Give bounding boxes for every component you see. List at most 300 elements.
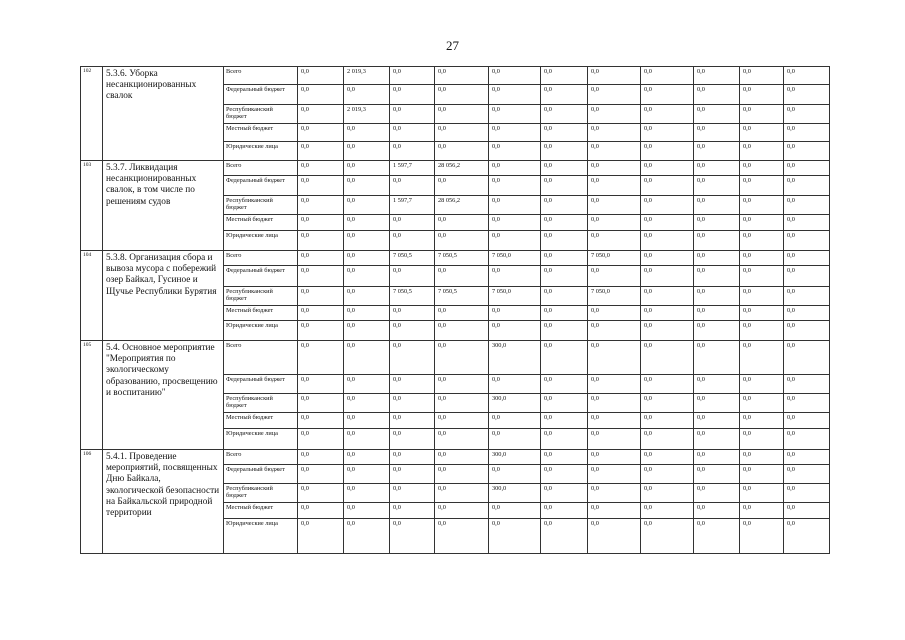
funding-source: Федеральный бюджет: [224, 465, 298, 484]
value-cell: 0,0: [588, 375, 641, 394]
value-cell: 0,0: [435, 266, 489, 287]
value-cell: 0,0: [641, 450, 694, 465]
value-cell: 0,0: [390, 503, 435, 519]
value-cell: 0,0: [298, 124, 344, 142]
value-cell: 0,0: [541, 394, 588, 413]
value-cell: 0,0: [784, 375, 830, 394]
value-cell: 7 050,5: [435, 287, 489, 306]
value-cell: 0,0: [641, 176, 694, 196]
value-cell: 0,0: [344, 484, 390, 503]
value-cell: 0,0: [541, 251, 588, 266]
activity-name: 5.3.8. Организация сбора и вывоза мусора с побережий озер Байкал, Гусиное и Щучье Республики Бурятия: [103, 251, 224, 341]
value-cell: 0,0: [541, 484, 588, 503]
value-cell: 0,0: [694, 484, 740, 503]
value-cell: 0,0: [344, 321, 390, 341]
budget-table: [80, 66, 830, 554]
value-cell: 0,0: [489, 105, 541, 124]
value-cell: 0,0: [784, 196, 830, 215]
value-cell: 0,0: [344, 176, 390, 196]
value-cell: 0,0: [588, 321, 641, 341]
value-cell: 0,0: [298, 484, 344, 503]
value-cell: 0,0: [344, 341, 390, 375]
value-cell: 0,0: [694, 306, 740, 321]
value-cell: 0,0: [740, 105, 784, 124]
value-cell: 0,0: [694, 105, 740, 124]
value-cell: 0,0: [298, 375, 344, 394]
value-cell: 0,0: [694, 429, 740, 450]
activity-name: 5.3.6. Уборка несанкционированных свалок: [103, 67, 224, 161]
value-cell: 0,0: [784, 176, 830, 196]
value-cell: 0,0: [390, 429, 435, 450]
value-cell: 7 050,0: [588, 287, 641, 306]
value-cell: 0,0: [298, 287, 344, 306]
value-cell: 0,0: [298, 176, 344, 196]
value-cell: 0,0: [740, 503, 784, 519]
value-cell: 0,0: [435, 105, 489, 124]
value-cell: 0,0: [435, 67, 489, 85]
value-cell: 0,0: [588, 413, 641, 429]
funding-source: Республиканский бюджет: [224, 394, 298, 413]
value-cell: 0,0: [489, 429, 541, 450]
value-cell: 0,0: [344, 161, 390, 176]
value-cell: 0,0: [641, 266, 694, 287]
row-number: 106: [81, 450, 103, 554]
funding-source: Юридические лица: [224, 429, 298, 450]
value-cell: 0,0: [641, 161, 694, 176]
value-cell: 0,0: [784, 266, 830, 287]
value-cell: 0,0: [435, 413, 489, 429]
value-cell: 0,0: [435, 321, 489, 341]
value-cell: 0,0: [641, 215, 694, 231]
value-cell: 0,0: [541, 503, 588, 519]
value-cell: 0,0: [435, 465, 489, 484]
value-cell: 0,0: [784, 429, 830, 450]
value-cell: 0,0: [344, 287, 390, 306]
value-cell: 0,0: [588, 429, 641, 450]
value-cell: 7 050,0: [588, 251, 641, 266]
value-cell: 0,0: [694, 465, 740, 484]
value-cell: 0,0: [390, 321, 435, 341]
value-cell: 1 597,7: [390, 196, 435, 215]
value-cell: 0,0: [588, 85, 641, 105]
value-cell: 0,0: [641, 306, 694, 321]
value-cell: 0,0: [740, 341, 784, 375]
funding-source: Всего: [224, 161, 298, 176]
funding-source: Федеральный бюджет: [224, 176, 298, 196]
row-number: 104: [81, 251, 103, 341]
value-cell: 0,0: [740, 266, 784, 287]
value-cell: 0,0: [344, 465, 390, 484]
value-cell: 0,0: [298, 142, 344, 161]
value-cell: 300,0: [489, 450, 541, 465]
value-cell: 0,0: [489, 161, 541, 176]
value-cell: 0,0: [784, 124, 830, 142]
funding-source: Юридические лица: [224, 142, 298, 161]
value-cell: 0,0: [541, 375, 588, 394]
activity-name: 5.4.1. Проведение мероприятий, посвященных Дню Байкала, экологической безопасности на Байкальской природной территории: [103, 450, 224, 554]
value-cell: 0,0: [588, 176, 641, 196]
funding-source: Юридические лица: [224, 321, 298, 341]
value-cell: 0,0: [344, 375, 390, 394]
value-cell: 0,0: [588, 519, 641, 554]
value-cell: 0,0: [740, 519, 784, 554]
value-cell: 0,0: [694, 124, 740, 142]
value-cell: 2 019,3: [344, 105, 390, 124]
value-cell: 0,0: [694, 519, 740, 554]
value-cell: 0,0: [541, 287, 588, 306]
value-cell: 0,0: [694, 394, 740, 413]
value-cell: 0,0: [344, 450, 390, 465]
funding-source: Местный бюджет: [224, 306, 298, 321]
value-cell: 0,0: [390, 484, 435, 503]
value-cell: 0,0: [344, 519, 390, 554]
value-cell: 0,0: [541, 196, 588, 215]
funding-source: Республиканский бюджет: [224, 105, 298, 124]
value-cell: 0,0: [344, 196, 390, 215]
value-cell: 0,0: [641, 196, 694, 215]
table-row: [81, 450, 830, 465]
value-cell: 0,0: [489, 266, 541, 287]
value-cell: 0,0: [489, 124, 541, 142]
value-cell: 0,0: [784, 341, 830, 375]
funding-source: Местный бюджет: [224, 413, 298, 429]
value-cell: 0,0: [541, 85, 588, 105]
value-cell: 0,0: [740, 176, 784, 196]
value-cell: 0,0: [541, 142, 588, 161]
table-row: [81, 161, 830, 176]
value-cell: 0,0: [588, 142, 641, 161]
row-number: 102: [81, 67, 103, 161]
value-cell: 0,0: [784, 450, 830, 465]
value-cell: 0,0: [641, 124, 694, 142]
value-cell: 300,0: [489, 394, 541, 413]
table-body: [81, 67, 830, 554]
value-cell: 0,0: [588, 450, 641, 465]
value-cell: 0,0: [740, 67, 784, 85]
value-cell: 0,0: [435, 142, 489, 161]
funding-source: Республиканский бюджет: [224, 196, 298, 215]
value-cell: 0,0: [740, 142, 784, 161]
value-cell: 0,0: [694, 196, 740, 215]
value-cell: 0,0: [435, 85, 489, 105]
value-cell: 0,0: [541, 450, 588, 465]
value-cell: 0,0: [784, 105, 830, 124]
value-cell: 0,0: [694, 450, 740, 465]
value-cell: 0,0: [694, 341, 740, 375]
value-cell: 0,0: [740, 215, 784, 231]
value-cell: 0,0: [541, 67, 588, 85]
value-cell: 0,0: [298, 429, 344, 450]
value-cell: 0,0: [489, 503, 541, 519]
value-cell: 0,0: [541, 266, 588, 287]
value-cell: 0,0: [641, 519, 694, 554]
funding-source: Всего: [224, 67, 298, 85]
page-number: 27: [446, 38, 459, 53]
row-number: 103: [81, 161, 103, 251]
value-cell: 0,0: [588, 67, 641, 85]
funding-source: Всего: [224, 251, 298, 266]
value-cell: 0,0: [489, 67, 541, 85]
funding-source: Юридические лица: [224, 231, 298, 251]
value-cell: 0,0: [740, 321, 784, 341]
funding-source: Всего: [224, 341, 298, 375]
value-cell: 0,0: [588, 161, 641, 176]
value-cell: 7 050,0: [489, 251, 541, 266]
value-cell: 0,0: [740, 306, 784, 321]
value-cell: 0,0: [435, 519, 489, 554]
value-cell: 0,0: [344, 251, 390, 266]
value-cell: 0,0: [435, 450, 489, 465]
value-cell: 0,0: [541, 519, 588, 554]
value-cell: 0,0: [784, 465, 830, 484]
value-cell: 0,0: [588, 266, 641, 287]
value-cell: 0,0: [541, 306, 588, 321]
value-cell: 0,0: [541, 231, 588, 251]
funding-source: Всего: [224, 450, 298, 465]
value-cell: 0,0: [740, 231, 784, 251]
value-cell: 0,0: [694, 67, 740, 85]
value-cell: 0,0: [588, 215, 641, 231]
value-cell: 0,0: [298, 105, 344, 124]
value-cell: 0,0: [390, 306, 435, 321]
value-cell: 0,0: [298, 161, 344, 176]
value-cell: 0,0: [641, 503, 694, 519]
value-cell: 0,0: [298, 67, 344, 85]
value-cell: 0,0: [641, 287, 694, 306]
value-cell: 0,0: [784, 321, 830, 341]
value-cell: 0,0: [298, 85, 344, 105]
value-cell: 0,0: [390, 85, 435, 105]
value-cell: 7 050,5: [390, 287, 435, 306]
value-cell: 0,0: [390, 231, 435, 251]
value-cell: 0,0: [784, 394, 830, 413]
value-cell: 0,0: [740, 484, 784, 503]
value-cell: 0,0: [740, 124, 784, 142]
value-cell: 0,0: [588, 503, 641, 519]
value-cell: 0,0: [390, 413, 435, 429]
value-cell: 28 056,2: [435, 196, 489, 215]
value-cell: 0,0: [740, 394, 784, 413]
value-cell: 0,0: [740, 196, 784, 215]
value-cell: 0,0: [588, 306, 641, 321]
activity-name: 5.3.7. Ликвидация несанкционированных свалок, в том числе по решениям судов: [103, 161, 224, 251]
value-cell: 0,0: [694, 85, 740, 105]
value-cell: 0,0: [784, 142, 830, 161]
value-cell: 0,0: [784, 413, 830, 429]
value-cell: 0,0: [541, 413, 588, 429]
value-cell: 0,0: [588, 465, 641, 484]
funding-source: Республиканский бюджет: [224, 287, 298, 306]
value-cell: 0,0: [641, 105, 694, 124]
value-cell: 0,0: [784, 161, 830, 176]
value-cell: 0,0: [641, 142, 694, 161]
value-cell: 0,0: [541, 124, 588, 142]
funding-source: Местный бюджет: [224, 503, 298, 519]
value-cell: 0,0: [390, 375, 435, 394]
value-cell: 0,0: [641, 375, 694, 394]
value-cell: 0,0: [784, 85, 830, 105]
value-cell: 0,0: [435, 429, 489, 450]
value-cell: 7 050,0: [489, 287, 541, 306]
value-cell: 0,0: [298, 231, 344, 251]
value-cell: 0,0: [344, 85, 390, 105]
value-cell: 0,0: [298, 450, 344, 465]
value-cell: 0,0: [740, 85, 784, 105]
value-cell: 0,0: [588, 196, 641, 215]
value-cell: 0,0: [740, 450, 784, 465]
value-cell: 0,0: [298, 503, 344, 519]
value-cell: 0,0: [694, 503, 740, 519]
value-cell: 0,0: [541, 176, 588, 196]
value-cell: 0,0: [588, 394, 641, 413]
value-cell: 0,0: [298, 465, 344, 484]
value-cell: 0,0: [694, 287, 740, 306]
value-cell: 0,0: [298, 251, 344, 266]
value-cell: 0,0: [694, 231, 740, 251]
value-cell: 0,0: [694, 413, 740, 429]
value-cell: 0,0: [641, 251, 694, 266]
value-cell: 0,0: [588, 124, 641, 142]
funding-source: Республиканский бюджет: [224, 484, 298, 503]
value-cell: 300,0: [489, 484, 541, 503]
value-cell: 300,0: [489, 341, 541, 375]
value-cell: 0,0: [344, 142, 390, 161]
value-cell: 0,0: [740, 287, 784, 306]
value-cell: 0,0: [344, 215, 390, 231]
funding-source: Федеральный бюджет: [224, 85, 298, 105]
value-cell: 0,0: [740, 161, 784, 176]
value-cell: 0,0: [641, 67, 694, 85]
value-cell: 0,0: [784, 503, 830, 519]
value-cell: 7 050,5: [435, 251, 489, 266]
value-cell: 0,0: [541, 105, 588, 124]
value-cell: 0,0: [784, 519, 830, 554]
value-cell: 0,0: [694, 321, 740, 341]
value-cell: 0,0: [390, 465, 435, 484]
value-cell: 0,0: [588, 231, 641, 251]
value-cell: 0,0: [390, 394, 435, 413]
value-cell: 0,0: [390, 450, 435, 465]
value-cell: 0,0: [344, 413, 390, 429]
value-cell: 0,0: [298, 196, 344, 215]
activity-name: 5.4. Основное мероприятие "Мероприятия по экологическому образованию, просвещению и воспитанию": [103, 341, 224, 450]
value-cell: 2 019,3: [344, 67, 390, 85]
value-cell: 0,0: [588, 484, 641, 503]
value-cell: 0,0: [740, 429, 784, 450]
value-cell: 0,0: [344, 231, 390, 251]
value-cell: 0,0: [541, 321, 588, 341]
value-cell: 0,0: [435, 394, 489, 413]
value-cell: 0,0: [298, 341, 344, 375]
funding-source: Местный бюджет: [224, 215, 298, 231]
value-cell: 0,0: [435, 176, 489, 196]
funding-source: Федеральный бюджет: [224, 266, 298, 287]
value-cell: 0,0: [435, 215, 489, 231]
value-cell: 0,0: [344, 306, 390, 321]
value-cell: 0,0: [390, 176, 435, 196]
value-cell: 0,0: [390, 215, 435, 231]
value-cell: 0,0: [390, 142, 435, 161]
value-cell: 0,0: [641, 341, 694, 375]
value-cell: 0,0: [298, 266, 344, 287]
table-row: [81, 341, 830, 375]
value-cell: 7 050,5: [390, 251, 435, 266]
value-cell: 0,0: [641, 413, 694, 429]
value-cell: 0,0: [489, 321, 541, 341]
value-cell: 0,0: [435, 484, 489, 503]
value-cell: 0,0: [784, 251, 830, 266]
value-cell: 0,0: [298, 413, 344, 429]
value-cell: 0,0: [390, 341, 435, 375]
value-cell: 0,0: [694, 142, 740, 161]
value-cell: 1 597,7: [390, 161, 435, 176]
value-cell: 0,0: [694, 176, 740, 196]
value-cell: 0,0: [390, 266, 435, 287]
value-cell: 0,0: [641, 484, 694, 503]
value-cell: 0,0: [541, 429, 588, 450]
value-cell: 0,0: [298, 215, 344, 231]
funding-source: Местный бюджет: [224, 124, 298, 142]
value-cell: 0,0: [694, 215, 740, 231]
funding-source: Федеральный бюджет: [224, 375, 298, 394]
value-cell: 0,0: [435, 375, 489, 394]
value-cell: 0,0: [489, 519, 541, 554]
value-cell: 0,0: [489, 196, 541, 215]
value-cell: 0,0: [489, 306, 541, 321]
value-cell: 0,0: [435, 503, 489, 519]
value-cell: 0,0: [541, 341, 588, 375]
value-cell: 0,0: [435, 124, 489, 142]
value-cell: 0,0: [641, 429, 694, 450]
value-cell: 0,0: [489, 465, 541, 484]
value-cell: 0,0: [298, 519, 344, 554]
value-cell: 0,0: [489, 176, 541, 196]
value-cell: 0,0: [344, 394, 390, 413]
value-cell: 0,0: [298, 321, 344, 341]
value-cell: 0,0: [344, 429, 390, 450]
value-cell: 0,0: [541, 215, 588, 231]
value-cell: 0,0: [641, 465, 694, 484]
funding-source: Юридические лица: [224, 519, 298, 554]
value-cell: 0,0: [344, 124, 390, 142]
value-cell: 0,0: [489, 375, 541, 394]
value-cell: 0,0: [694, 251, 740, 266]
value-cell: 0,0: [390, 67, 435, 85]
value-cell: 0,0: [298, 306, 344, 321]
row-number: 105: [81, 341, 103, 450]
value-cell: 0,0: [784, 306, 830, 321]
value-cell: 0,0: [641, 321, 694, 341]
value-cell: 0,0: [784, 231, 830, 251]
value-cell: 0,0: [784, 484, 830, 503]
value-cell: 0,0: [541, 161, 588, 176]
table-row: [81, 251, 830, 266]
value-cell: 0,0: [489, 142, 541, 161]
value-cell: 0,0: [489, 215, 541, 231]
value-cell: 0,0: [390, 124, 435, 142]
value-cell: 28 056,2: [435, 161, 489, 176]
value-cell: 0,0: [694, 375, 740, 394]
value-cell: 0,0: [784, 215, 830, 231]
value-cell: 0,0: [489, 85, 541, 105]
value-cell: 0,0: [784, 287, 830, 306]
value-cell: 0,0: [740, 413, 784, 429]
value-cell: 0,0: [435, 231, 489, 251]
value-cell: 0,0: [588, 341, 641, 375]
value-cell: 0,0: [588, 105, 641, 124]
value-cell: 0,0: [694, 266, 740, 287]
value-cell: 0,0: [344, 266, 390, 287]
